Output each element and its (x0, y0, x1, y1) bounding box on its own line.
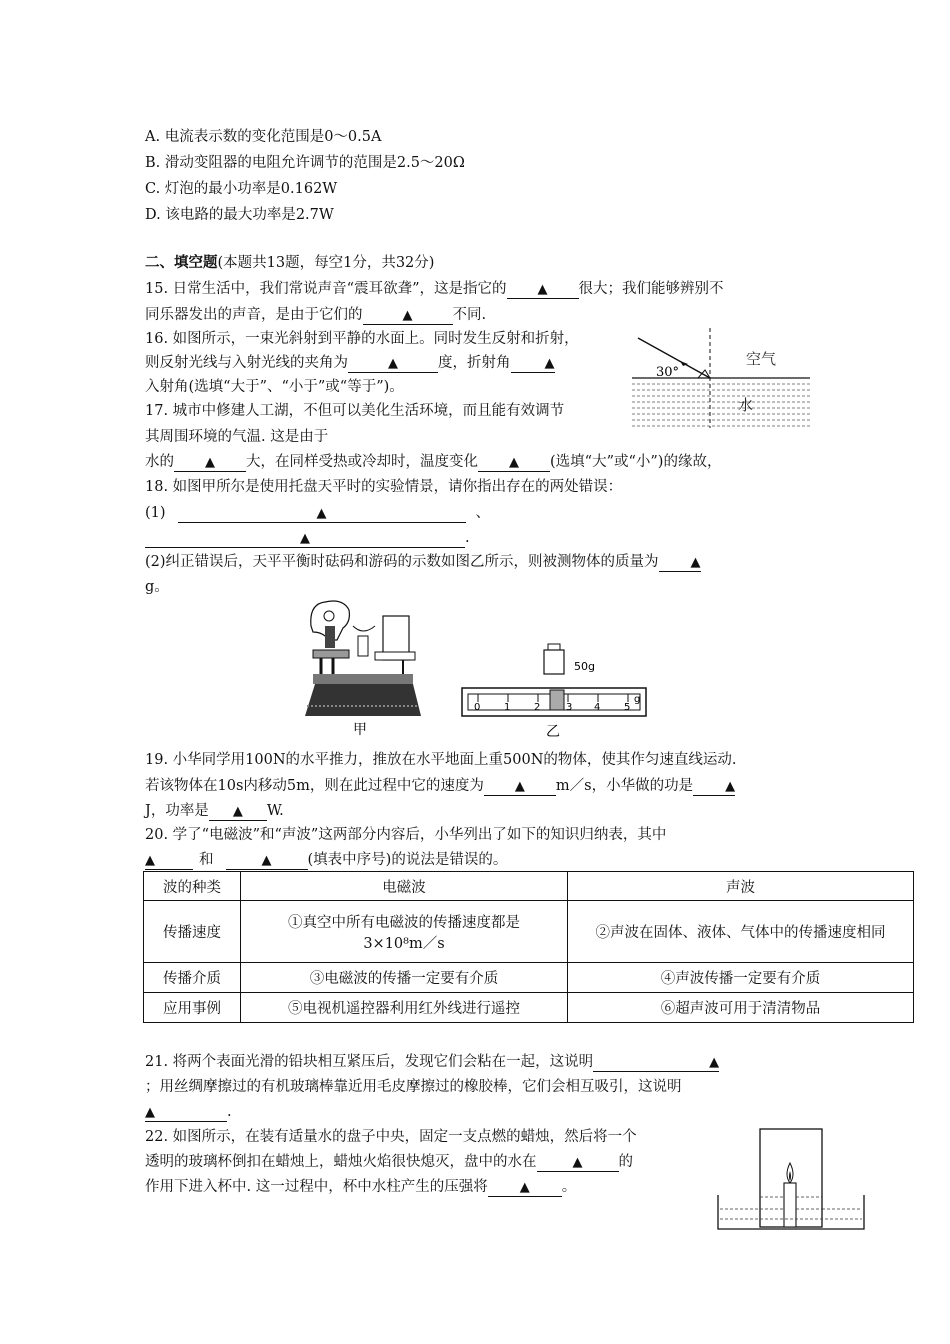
table-row (144, 963, 914, 993)
text: (2)纠正错误后，天平平衡时砝码和游码的示数如图乙所示，则被测物体的质量为 (145, 554, 659, 570)
table-cell: 传播介质 (144, 963, 241, 993)
q18-line5: g。 (145, 579, 169, 595)
text: . (465, 530, 470, 546)
text: 则反射光线与入射光线的夹角为 (145, 355, 348, 371)
marker-triangle-icon: ▲ (316, 506, 327, 521)
q22-line2 (145, 1152, 633, 1172)
angle-label: 30° (656, 365, 680, 380)
text: 水的 (145, 454, 174, 470)
text: W. (266, 803, 284, 819)
answer-blank[interactable] (478, 454, 550, 472)
figure-yi-label: 乙 (546, 724, 560, 740)
marker-triangle-icon: ▲ (514, 779, 525, 794)
tick-4: 4 (594, 702, 601, 713)
answer-blank[interactable] (145, 852, 193, 870)
knowledge-table (143, 871, 914, 1023)
q17-line2: 其周围环境的气温. 这是由于 (145, 429, 329, 445)
q20-line1: 20. 学了“电磁波”和“声波”这两部分内容后，小华列出了如下的知识归纳表，其中 (145, 827, 667, 843)
table-row (144, 901, 914, 963)
text: m／s，小华做的功是 (555, 778, 694, 794)
refraction-diagram (628, 328, 810, 428)
balance-figure-yi (460, 640, 650, 740)
table-cell: ②声波在固体、液体、气体中的传播速度相同 (568, 901, 914, 963)
answer-blank[interactable] (226, 852, 308, 870)
text: (填表中序号)的说法是错误的。 (307, 852, 508, 868)
text: 和 (199, 852, 214, 868)
text: . (227, 1104, 232, 1120)
table-cell: ④声波传播一定要有介质 (568, 963, 914, 993)
marker-triangle-icon: ▲ (402, 308, 413, 323)
text: 作用下进入杯中. 这一过程中，杯中水柱产生的压强将 (145, 1179, 488, 1195)
marker-triangle-icon: ▲ (537, 282, 548, 297)
answer-blank[interactable] (363, 307, 453, 325)
table-cell: 传播速度 (144, 901, 241, 963)
q15-line2 (145, 305, 486, 325)
q18-line3 (145, 528, 470, 548)
marker-triangle-icon: ▲ (300, 531, 310, 546)
marker-triangle-icon: ▲ (145, 853, 155, 868)
tick-1: 1 (504, 702, 511, 713)
marker-triangle-icon: ▲ (145, 1105, 155, 1120)
section-note: (本题共13题，每空1分，共32分) (217, 255, 435, 271)
marker-triangle-icon: ▲ (509, 455, 519, 470)
table-row (144, 993, 914, 1023)
q18-line2 (145, 503, 490, 523)
water-label: 水 (738, 396, 754, 414)
q18-line4 (145, 552, 701, 572)
answer-blank[interactable] (484, 778, 556, 796)
text: 透明的玻璃杯倒扣在蜡烛上，蜡烛火焰很快熄灭，盘中的水在 (145, 1154, 537, 1170)
q18-line1: 18. 如图甲所尔是使用托盘天平时的实验情景，请你指出存在的两处错误： (145, 479, 623, 495)
tick-3: 3 (566, 702, 573, 713)
unit-label: g (634, 694, 641, 705)
q16-line2 (145, 353, 555, 373)
text: (选填“大”或“小”)的缘故， (550, 454, 722, 470)
table-cell: ③电磁波的传播一定要有介质 (241, 963, 568, 993)
header-cell: 电磁波 (241, 872, 568, 901)
q15-line1 (145, 279, 724, 299)
table-cell (241, 901, 568, 963)
q22-line1: 22. 如图所示，在装有适量水的盘子中央，固定一支点燃的蜡烛，然后将一个 (145, 1129, 637, 1145)
text: 的 (618, 1154, 633, 1170)
marker-triangle-icon: ▲ (519, 1180, 530, 1195)
q16-line3: 入射角(选填“大于”、“小于”或“等于”)。 (145, 379, 404, 395)
tick-0: 0 (474, 702, 481, 713)
option-c: C. 灯泡的最小功率是0.162W (145, 181, 338, 197)
table-header-row (144, 872, 914, 901)
text: 15. 日常生活中，我们常说声音“震耳欲聋”，这是指它的 (145, 281, 507, 297)
marker-triangle-icon: ▲ (261, 853, 272, 868)
marker-triangle-icon: ▲ (725, 779, 736, 794)
q19-line3 (145, 801, 284, 821)
text: 大，在同样受热或冷却时，温度变化 (246, 454, 478, 470)
answer-blank[interactable] (174, 454, 246, 472)
text: 度，折射角 (438, 355, 511, 371)
cell-line: 3×10⁸m／s (363, 935, 445, 952)
section-title: 二、填空题 (145, 254, 218, 271)
figure-jia-label: 甲 (353, 722, 367, 736)
answer-blank[interactable] (145, 530, 465, 548)
marker-triangle-icon: ▲ (572, 1155, 583, 1170)
marker-triangle-icon: ▲ (232, 804, 243, 819)
answer-blank[interactable] (511, 355, 555, 373)
q19-line2 (145, 776, 735, 796)
q19-line1: 19. 小华同学用100N的水平推力，推放在水平地面上重500N的物体，使其作匀速直线运动. (145, 752, 737, 768)
option-b: B. 滑动变阻器的电阻允许调节的范围是2.5～20Ω (145, 155, 465, 171)
text: 。 (561, 1179, 577, 1195)
answer-blank[interactable] (693, 778, 735, 796)
header-cell: 波的种类 (144, 872, 241, 901)
q17-line3 (145, 452, 721, 472)
candle-glass-figure (716, 1125, 866, 1235)
table-cell: 应用事例 (144, 993, 241, 1023)
marker-triangle-icon: ▲ (388, 356, 398, 371)
answer-blank[interactable] (507, 281, 579, 299)
text: 不同. (452, 307, 487, 323)
section-heading (145, 253, 434, 273)
cell-line: ①真空中所有电磁波的传播速度都是 (288, 914, 520, 931)
q21-line1 (145, 1052, 719, 1072)
weight-label: 50g (574, 660, 595, 673)
answer-blank[interactable] (537, 1154, 619, 1172)
text: 同乐器发出的声音，是由于它们的 (145, 307, 363, 323)
q20-line2 (145, 850, 507, 870)
answer-blank[interactable] (348, 355, 438, 373)
text: J，功率是 (145, 803, 209, 819)
air-label: 空气 (746, 350, 777, 368)
q21-line3 (145, 1102, 232, 1122)
answer-blank[interactable] (178, 505, 466, 523)
answer-blank[interactable] (593, 1054, 719, 1072)
marker-triangle-icon: ▲ (690, 555, 701, 570)
text: 21. 将两个表面光滑的铅块相互紧压后，发现它们会粘在一起，这说明 (145, 1054, 594, 1070)
text: 若该物体在10s内移动5m，则在此过程中它的速度为 (145, 778, 484, 794)
text: 、 (475, 505, 491, 521)
text: 很大；我们能够辨别不 (578, 281, 724, 297)
marker-triangle-icon: ▲ (205, 455, 215, 470)
option-d: D. 该电路的最大功率是2.7W (145, 207, 334, 223)
q22-line3 (145, 1177, 576, 1197)
text: (1) (145, 505, 166, 521)
tick-2: 2 (534, 702, 541, 713)
tick-5: 5 (624, 702, 631, 713)
answer-blank[interactable] (145, 1104, 227, 1122)
answer-blank[interactable] (488, 1179, 562, 1197)
option-a: A. 电流表示数的变化范围是0～0.5A (145, 129, 382, 145)
marker-triangle-icon: ▲ (544, 356, 555, 371)
q16-line1: 16. 如图所示，一束光斜射到平静的水面上。同时发生反射和折射， (145, 331, 579, 347)
table-cell: ⑥超声波可用于清清物品 (568, 993, 914, 1023)
balance-figure-jia (303, 596, 423, 736)
marker-triangle-icon: ▲ (709, 1055, 720, 1070)
answer-blank[interactable] (209, 803, 267, 821)
q21-line2: ；用丝绸摩擦过的有机玻璃棒靠近用毛皮摩擦过的橡胶棒，它们会相互吸引，这说明 (145, 1079, 682, 1095)
answer-blank[interactable] (659, 554, 701, 572)
header-cell: 声波 (568, 872, 914, 901)
table-cell: ⑤电视机遥控器利用红外线进行遥控 (241, 993, 568, 1023)
q17-line1: 17. 城市中修建人工湖，不但可以美化生活环境，而且能有效调节 (145, 403, 565, 419)
